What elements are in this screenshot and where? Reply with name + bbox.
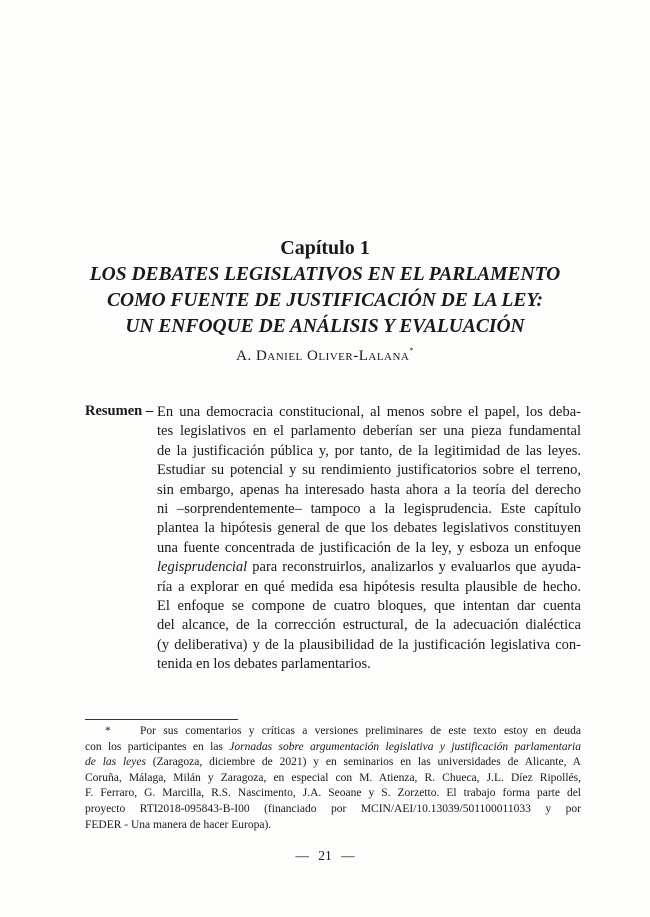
footnote-separator <box>85 719 238 720</box>
footnote-line: FEDER - Una manera de hacer Europa). <box>85 818 272 831</box>
footnote-text: con los participantes en las <box>85 740 230 753</box>
author-name: A. Daniel Oliver-Lalana <box>236 348 410 364</box>
abstract-line: Estudiar su potencial y su rendimiento justificatorios sobre el terreno, <box>157 462 581 479</box>
abstract-text <box>157 403 581 675</box>
page-number: — 21 — <box>295 848 355 863</box>
abstract-line-rest: para reconstruirlos, analizarlos y evaluarlos que ayuda- <box>247 559 581 576</box>
abstract-line: una fuente concentrada de justificación de la ley, y esboza un enfoque <box>157 539 581 556</box>
abstract-line <box>157 558 581 577</box>
chapter-title <box>60 262 590 340</box>
abstract-line: de la justificación pública y, por tanto, de la legitimidad de las leyes. <box>157 442 581 459</box>
abstract-line: ría a explorar en qué medida esa hipótesis resulta plausible de hecho. <box>157 578 581 595</box>
footnote-italic-title: Jornadas sobre argumentación legislativa y justificación parlamentaria <box>229 740 582 753</box>
abstract-label: Resumen – <box>85 403 154 419</box>
footnote-text: (Zaragoza, diciembre de 2021) y en seminarios en las universidades de Alicante, A <box>145 756 581 769</box>
abstract-italic-term: legisprudencial <box>157 559 248 576</box>
footnote-line: Coruña, Málaga, Milán y Zaragoza, en especial con M. Atienza, R. Chueca, J.L. Díez Ripollés, <box>85 771 581 784</box>
abstract-line: del alcance, de la corrección estructural, de la adecuación dialéctica <box>157 617 581 634</box>
author-footnote-mark[interactable]: * <box>409 346 414 355</box>
abstract-line: El enfoque se compone de cuatro bloques, que intentan dar cuenta <box>157 598 581 615</box>
footnote <box>85 724 581 833</box>
abstract-line: ni –sorprendentemente– tampoco a la legisprudencia. Este capítulo <box>157 501 581 518</box>
abstract-line: (y deliberativa) y de la plausibilidad de la justificación legislativa con- <box>157 636 581 653</box>
chapter-label: Capítulo 1 <box>280 237 370 259</box>
footnote-mark: * <box>105 725 111 737</box>
chapter-title-line: COMO FUENTE DE JUSTIFICACIÓN DE LA LEY: <box>107 290 543 311</box>
footnote-text: Por sus comentarios y críticas a versiones preliminares de este texto estoy en deuda <box>139 725 581 737</box>
abstract-line: plantea la hipótesis general de que los debates legislativos constituyen <box>157 520 581 537</box>
abstract-line: sin embargo, apenas ha interesado hasta ahora a la teoría del derecho <box>157 481 581 498</box>
author-line <box>0 348 650 365</box>
abstract-line: tenida en los debates parlamentarios. <box>157 656 371 673</box>
footnote-line <box>85 755 581 771</box>
footnote-line: F. Ferraro, G. Marcilla, R.S. Nascimento, J.A. Seoane y S. Zorzetto. El trabajo forma parte del <box>85 787 581 800</box>
chapter-title-line: UN ENFOQUE DE ANÁLISIS Y EVALUACIÓN <box>125 316 525 337</box>
abstract-line: tes legislativos en el parlamento deberían ser una pieza fundamental <box>157 423 581 440</box>
footnote-line: proyecto RTI2018-095843-B-I00 (financiado por MCIN/AEI/10.13039/501100011033 y por <box>85 802 581 815</box>
abstract-line: En una democracia constitucional, al menos sobre el papel, los deba- <box>157 404 581 420</box>
footnote-italic-title: de las leyes <box>85 756 146 769</box>
footnote-line <box>85 724 581 740</box>
chapter-title-line: LOS DEBATES LEGISLATIVOS EN EL PARLAMENTO <box>89 264 561 285</box>
footnote-line <box>85 740 581 756</box>
